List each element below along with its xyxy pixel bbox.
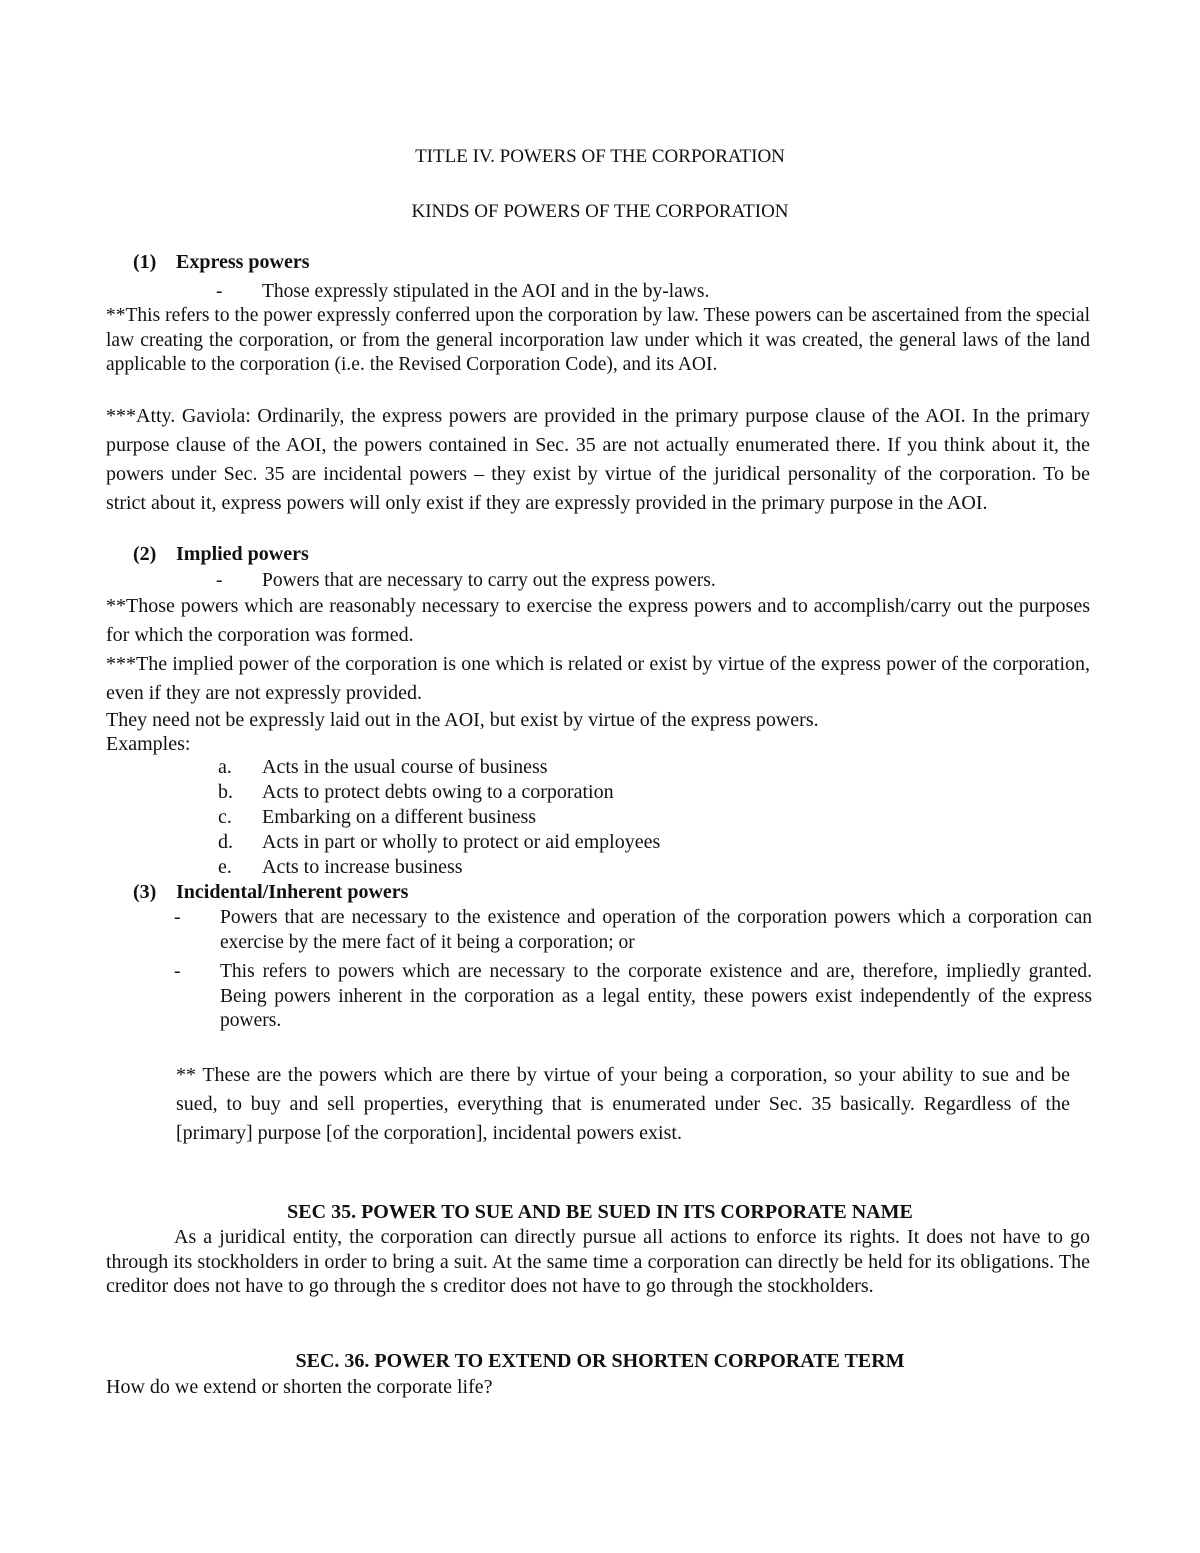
express-powers-label: Express powers [176, 251, 310, 273]
express-powers-number: (1) [133, 251, 157, 273]
document-subtitle: KINDS OF POWERS OF THE CORPORATION [411, 201, 789, 222]
sec35-title: SEC 35. POWER TO SUE AND BE SUED IN ITS CORPORATE NAME [287, 1201, 913, 1223]
express-powers-note-1: **This refers to the power expressly conferred upon the corporation by law. These powers can be ascertained from the special law creating the corporation, or from the general incorporation law under which it was created, the general laws of the land applicable to the corporation (i.e. the Revised Corporation Code), and its AOI. [106, 305, 1090, 375]
bullet-dash: - [174, 961, 181, 982]
incidental-powers-number: (3) [133, 881, 157, 903]
incidental-powers-label: Incidental/Inherent powers [176, 881, 409, 903]
express-powers-note-2: ***Atty. Gaviola: Ordinarily, the express powers are provided in the primary purpose clause of the AOI. In the primary purpose clause of the AOI, the powers contained in Sec. 35 are not actually enumerated there. If you think about it, the powers under Sec. 35 are incidental powers – they exist by virtue of the juridical personality of the corporation. To be strict about it, express powers will only exist if they are expressly provided in the primary purpose in the AOI. [106, 405, 1090, 514]
implied-powers-number: (2) [133, 543, 157, 565]
sec35-body: As a juridical entity, the corporation can directly pursue all actions to enforce its rights. It does not have to go through its stockholders in order to bring a suit. At the same time a corporation can directly be held for its obligations. The creditor does not have to go through the s creditor does not have to go through the stockholders. [106, 1226, 1090, 1297]
document-title: TITLE IV. POWERS OF THE CORPORATION [415, 146, 785, 167]
examples-label: Examples: [106, 733, 191, 755]
incidental-powers-note: ** These are the powers which are there by virtue of your being a corporation, so your ability to sue and be sued, to buy and sell properties, everything that is enumerated under Sec. 35 basically. Regardless of the [primary] purpose [of the corporation], incidental powers exist. [176, 1064, 1070, 1144]
implied-powers-note-2: ***The implied power of the corporation is one which is related or exist by virtue of the express power of the corporation, even if they are not expressly provided. [106, 653, 1090, 704]
bullet-dash: - [216, 570, 223, 591]
bullet-dash: - [174, 907, 181, 928]
implied-powers-note-1: **Those powers which are reasonably necessary to exercise the express powers and to accomplish/carry out the purposes for which the corporation was formed. [106, 595, 1090, 646]
document-page: TITLE IV. POWERS OF THE CORPORATION KINDS OF POWERS OF THE CORPORATION (1) Express powers - Those expressly stipulated in the AOI and in the by-laws. **This refers to the power expressly conferred upon the corporation by law. These powers can be ascertained from the special law creating the corporation, or from the general incorporation law under which it was created, the general laws of the land applicable to the corporation (i.e. the Revised Corporation Code), and its AOI. ***Atty. Gaviola: Ordinarily, the express powers are provided in the primary purpose clause of the AOI. In the primary purpose clause of the AOI, the powers contained in Sec. 35 are not actually enumerated there. If you think about it, the powers under Sec. 35 are incidental powers – they exist by virtue of the juridical personality of the corporation. To be strict about it, express powers will only exist if they are expressly provided in the primary purpose in the AOI. (2) Implied powers - Powers that are necessary to carry out the express powers. **Those powers which are reasonably necessary to exercise the express powers and to accomplish/carry out the purposes for which the corporation was formed. ***The implied power of the corporation is one which is related or exist by virtue of the express power of the corporation, even if they are not expressly provided. They need not be expressly laid out in the AOI, but exist by virtue of the express powers. Examples: a. Acts in the usual course of business b. Acts to protect debts owing to a corporation c. Embarking on a different business d. Acts in part or wholly to protect or aid employees e. Acts to increase business (3) Incidental/Inherent powers - Powers that are necessary to the existence and operation of the corporation powers which a corporation can exercise by the mere fact of it being a corporation; or - This refers to powers which are necessary to the corporate existence and are, therefore, impliedly granted. Being powers inherent in the corporation as a legal entity, these powers exist independently of the express powers. ** These are the powers which are there by virtue of your being a corporation, so your ability to sue and be sued, to buy and sell properties, everything that is enumerated under Sec. 35 basically. Regardless of the [primary] purpose [of the corporation], incidental powers exist. SEC 35. POWER TO SUE AND BE SUED IN ITS CORPORATE NAME As a juridical entity, the corporation can directly pursue all actions to enforce its rights. It does not have to go through its stockholders in order to bring a suit. At the same time a corporation can directly be held for its obligations. The creditor does not have to go through the s creditor does not have to go through the stockholders. SEC. 36. POWER TO EXTEND OR SHORTEN CORPORATE TERM How do we extend or shorten the corporate life? [0, 0, 1200, 1553]
implied-powers-note-3: They need not be expressly laid out in the AOI, but exist by virtue of the express powers. [106, 709, 819, 731]
sec36-body: How do we extend or shorten the corporate life? [106, 1376, 493, 1398]
sec36-title: SEC. 36. POWER TO EXTEND OR SHORTEN CORPORATE TERM [295, 1350, 905, 1372]
bullet-dash: - [216, 281, 223, 302]
implied-powers-label: Implied powers [176, 543, 309, 565]
